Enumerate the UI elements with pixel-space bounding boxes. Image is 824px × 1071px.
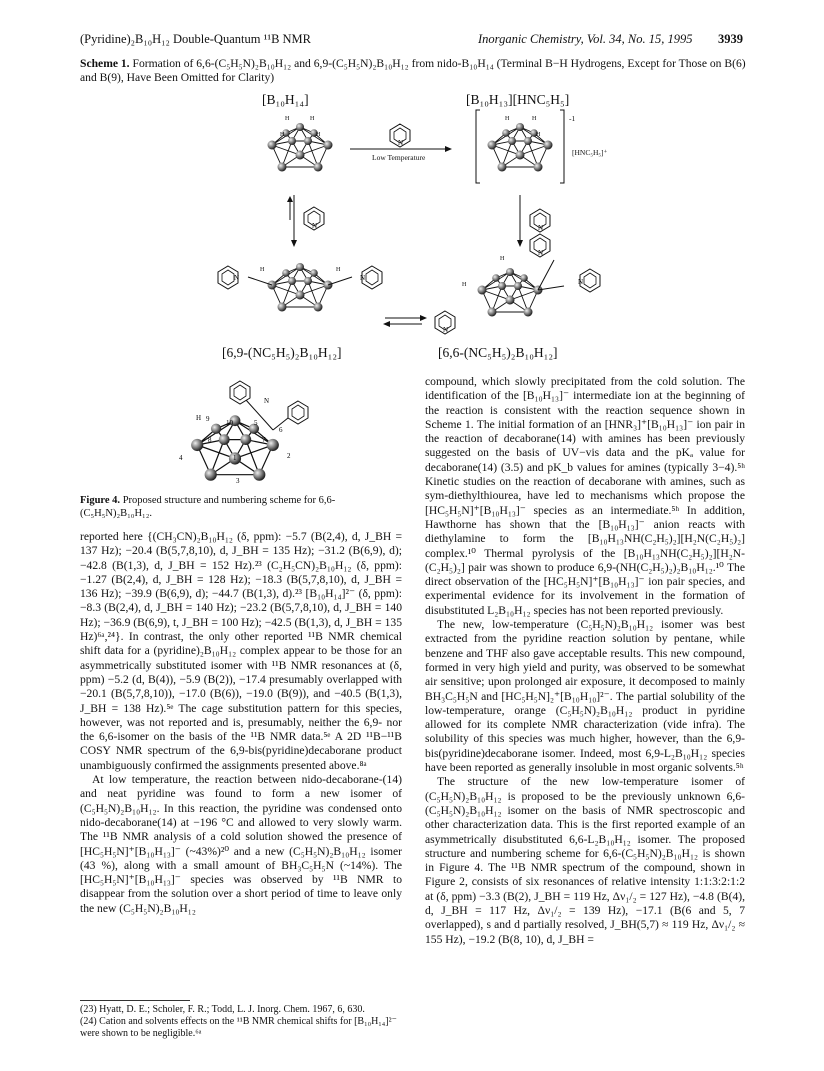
svg-text:H: H (505, 116, 510, 122)
svg-text:N: N (578, 278, 584, 286)
pyridine-69-left (218, 266, 239, 289)
svg-text:9: 9 (206, 415, 210, 423)
figure-4-caption (80, 495, 402, 520)
svg-text:N: N (443, 326, 449, 334)
svg-text:N: N (360, 274, 366, 282)
svg-text:N: N (538, 249, 544, 257)
label-b10h13-pyH: [B₁₀H₁₃][HNC₅H₅] (466, 92, 570, 107)
paragraph: compound, which slowly precipitated from the cold solution. The identification of the [B₁₀H₁₃]⁻ intermediate ion at the beginning of the reaction is consistent with the reaction sequence shown in Scheme 1. The initial formation of an [HNR₃]⁺[B₁₀H₁₃]⁻ ion pair in the reaction of decaborane(14) with amines has been previously suggested on the basis of UV−vis data and the pKₐ value for decaborane(14) (3.5) and pK_b values for amines (typically 3−4).⁵ʰ Kinetic studies on the reaction of decaborane with amines, such as sym-diethylthiourea, have led to mechanisms which propose the [HC₅H₅N]⁺[B₁₀H₁₃]⁻ species as an intermediate.⁵ʰ In addition, Hawthorne has shown that the [B₁₀H₁₃]⁻ anion reacts with diethylamine to form the [B₁₀H₁₃NH(C₂H₅)₂][H₂N(C₂H₅)₂] complex.¹⁰ Thermal pyrolysis of the [B₁₀H₁₃NH(C₂H₅)₂][H₂N-(C₂H₅)₂] pair was shown to produce 6,9-(NH(C₂H₅)₂)₂B₁₀H₁₂.¹⁰ The direct observation of the [HC₅H₅N]⁺[B₁₀H₁₃]⁻ ion pair species, and experimental evidence for its involvement in the formation of disubstituted L₂B₁₀H₁₂ species has not been reported previously. (425, 375, 745, 617)
svg-text:H: H (536, 132, 541, 138)
label-66-isomer: [6,6-(NC₅H₅)₂B₁₀H₁₂] (438, 345, 558, 360)
label-b10h14: [B₁₀H₁₄] (262, 92, 309, 107)
svg-text:5: 5 (254, 419, 258, 427)
anion-charge: -1 (569, 114, 576, 123)
svg-text:H: H (260, 267, 265, 273)
svg-text:N: N (538, 224, 544, 232)
running-head-journal: Inorganic Chemistry, Vol. 34, No. 15, 1995 (478, 32, 693, 46)
svg-text:H: H (316, 132, 321, 138)
footnote-23: (23) Hyatt, D. E.; Scholer, F. R.; Todd, L. J. Inorg. Chem. 1967, 6, 630. (80, 1004, 365, 1015)
svg-text:H: H (336, 267, 341, 273)
arrow-down-left (287, 195, 297, 247)
69-isomer-cage (248, 263, 352, 312)
label-69-isomer: [6,9-(NC₅H₅)₂B₁₀H₁₂] (222, 345, 342, 360)
arrow-equilibrium-bottom (383, 315, 427, 327)
pyridine-reagent-right (530, 209, 550, 232)
svg-text:2: 2 (287, 452, 291, 460)
counter-ion: [HNC₅H₅]⁺ (572, 148, 608, 157)
svg-text:3: 3 (236, 477, 240, 485)
pyridine-reagent-left (304, 207, 324, 230)
scheme-caption-lead: Scheme 1. (80, 57, 130, 70)
svg-text:H: H (532, 116, 537, 122)
pyridine-66-side (578, 269, 600, 292)
b10h14-cage (268, 116, 333, 172)
pyridine-66-top (530, 234, 550, 257)
svg-text:6: 6 (279, 426, 283, 434)
footnote-rule (80, 1000, 190, 1001)
pyridine-69-right (360, 266, 382, 289)
svg-text:H: H (462, 282, 467, 288)
svg-text:H: H (500, 256, 505, 262)
paragraph: The structure of the new low-temperature isomer of (C₅H₅N)₂B₁₀H₁₂ is proposed to be the previously unknown 6,6-(C₅H₅N)₂B₁₀H₁₂ isomer on the basis of NMR spectroscopic and other characterization data. This is the first reported example of an asymmetrically disubstituted 6,6-L₂B₁₀H₁₂ isomer. The proposed structure and numbering scheme for 6,6-(C₅H₅N)₂B₁₀H₁₂ is shown in Figure 4. The ¹¹B NMR spectrum of the compound, shown in Figure 2, consists of six resonances of relative intensity 1:1:3:2:1:2 at (δ, ppm) −3.3 (B(2), J_BH = 119 Hz, Δν₁/₂ = 127 Hz), −4.8 (B(4), d, J_BH = 117 Hz, Δν₁/₂ = 139 Hz), −17.1 (B(6 and 5, 7 overlapped), s and d partially resolved, J_BH(5,7) ≈ 119 Hz, Δν₁/₂ ≈ 155 Hz), −19.2 (B(8, 10), d, J_BH = (425, 775, 745, 946)
pyridine-reagent-bottom (435, 311, 455, 334)
footnotes (80, 1004, 402, 1040)
page-number: 3939 (718, 32, 743, 46)
left-column (80, 530, 402, 916)
scheme-caption-text: Formation of 6,6-(C₅H₅N)₂B₁₀H₁₂ and 6,9-(C₅H₅N)₂B₁₀H₁₂ from nido-B₁₀H₁₄ (Terminal B−H Hydrogens, Except for Those on B(6) and B(9), Have Been Omitted for Clarity) (80, 57, 746, 84)
paragraph: At low temperature, the reaction between nido-decaborane-(14) and neat pyridine was found to form a new isomer of (C₅H₅N)₂B₁₀H₁₂. In this reaction, the pyridine was condensed onto nido-decaborane(14) at −196 °C and allowed to very slowly warm. The ¹¹B NMR analysis of a cold solution showed the presence of [HC₅H₅N]⁺[B₁₀H₁₃]⁻ (~43%)²⁰ and a new (C₅H₅N)₂B₁₀H₁₂ isomer (43 %), along with a small amount of BH₃C₅H₅N (~14%). The [HC₅H₅N]⁺[B₁₀H₁₃]⁻ species was observed by ¹¹B NMR to disappear from the solution over a short period of time to leave only the new (C₅H₅N)₂B₁₀H₁₂ (80, 773, 402, 915)
scheme-1-drawing (190, 100, 640, 345)
svg-text:H: H (280, 132, 285, 138)
svg-text:N: N (398, 139, 404, 147)
figure-4-caption-lead: Figure 4. (80, 495, 121, 506)
b10h13-anion-cage (476, 110, 564, 183)
svg-text:7: 7 (262, 436, 266, 444)
arrow-label: Low Temperature (372, 153, 426, 162)
paragraph: The new, low-temperature (C₅H₅N)₂B₁₀H₁₂ isomer was best extracted from the pyridine reaction solution by pentane, while benzene and THF also gave acceptable results. This new compound, formed in very high yield and purity, was observed to be somewhat air sensitive; upon prolonged air exposure, it decomposed to mainly BH₃C₅H₅N and [HC₅H₅N]₂⁺[B₁₀H₁₀]²⁻. The partial solubility of the low-temperature, orange (C₅H₅N)₂B₁₀H₁₂ product in pyridine allowed for its complete NMR characterization (vide infra). The solubility of this species was much higher, however, than the 6,9-bis(pyridine)decaborane isomer. Indeed, most 6,9-L₂B₁₀H₁₂ species have been reported as generally insoluble in most organic solvents.⁵ʰ (425, 618, 745, 775)
svg-text:4: 4 (179, 454, 183, 462)
pyridine-reagent-top (390, 124, 410, 147)
svg-text:H: H (310, 116, 315, 122)
svg-text:N: N (264, 397, 270, 405)
svg-text:H: H (285, 116, 290, 122)
svg-text:1: 1 (233, 454, 237, 462)
svg-text:N: N (234, 274, 240, 282)
arrow-down-right (517, 195, 523, 247)
right-column (425, 375, 745, 947)
figure-4-drawing (170, 370, 320, 485)
footnote-24: (24) Cation and solvents effects on the ¹¹B NMR chemical shifts for [B₁₀H₁₄]²⁻ were shown to be negligible.⁶ᵃ (80, 1016, 397, 1039)
svg-text:8: 8 (208, 436, 212, 444)
fig4-H-label: H (196, 414, 202, 422)
svg-text:N: N (312, 222, 318, 230)
figure-4-caption-text: Proposed structure and numbering scheme for 6,6-(C₅H₅N)₂B₁₀H₁₂. (80, 495, 336, 519)
running-head-left: (Pyridine)₂B₁₀H₁₂ Double-Quantum ¹¹B NMR (80, 32, 312, 46)
66-isomer-cage (462, 256, 564, 317)
scheme-caption (80, 57, 752, 85)
paragraph: reported here {(CH₃CN)₂B₁₀H₁₂ (δ, ppm): −5.7 (B(2,4), d, J_BH = 137 Hz); −20.4 (B(5,7,8,10), d, J_BH = 135 Hz); −31.2 (B(6,9), d); −42.8 (B(1,3), d, J_BH = 152 Hz).²³ (C₂H₅CN)₂B₁₀H₁₂ (δ, ppm): −1.27 (B(2,4), d, J_BH = 128 Hz); −18.3 (B(5,7,8,10), d, J_BH = 136 Hz); −39.9 (B(6,9), d); −44.7 (B(1,3), d).²³ [B₁₀H₁₄]²⁻ (δ, ppm): −8.3 (B(2,4), d, J_BH = 140 Hz); −23.2 (B(5,7,8,10), d, J_BH = 140 Hz); −36.9 (B(6,9), t, J_BH = 100 Hz); −42.5 (B(1,3), d, J_BH = 135 Hz)⁶ᵃ,²⁴}. In contrast, the only other reported ¹¹B NMR chemical shift data for a (pyridine)₂B₁₀H₁₂ complex appear to be those for an asymmetrically substituted isomer with ¹¹B NMR resonances at (δ, ppm) −5.2 (d, B(4)), −5.9 (B(2)), −17.4 presumably overlapped with −20.1 (B(5,7,8,10)), −17.0 (B(6)), −19.0 (B(9)), and −40.5 (B(1,3), J_BH = 138 Hz).⁵ᵉ The cage substitution pattern for this species, however, was not reported and is, presumably, neither the 6,9- nor the 6,6-isomer on the basis of the ¹¹B NMR data.⁵ᵉ A 2D ¹¹B−¹¹B COSY NMR spectrum of the 6,9-bis(pyridine)decaborane product unambiguously confirmed the assignments presented above.⁸ᵃ (80, 530, 402, 772)
svg-text:10: 10 (226, 419, 233, 427)
